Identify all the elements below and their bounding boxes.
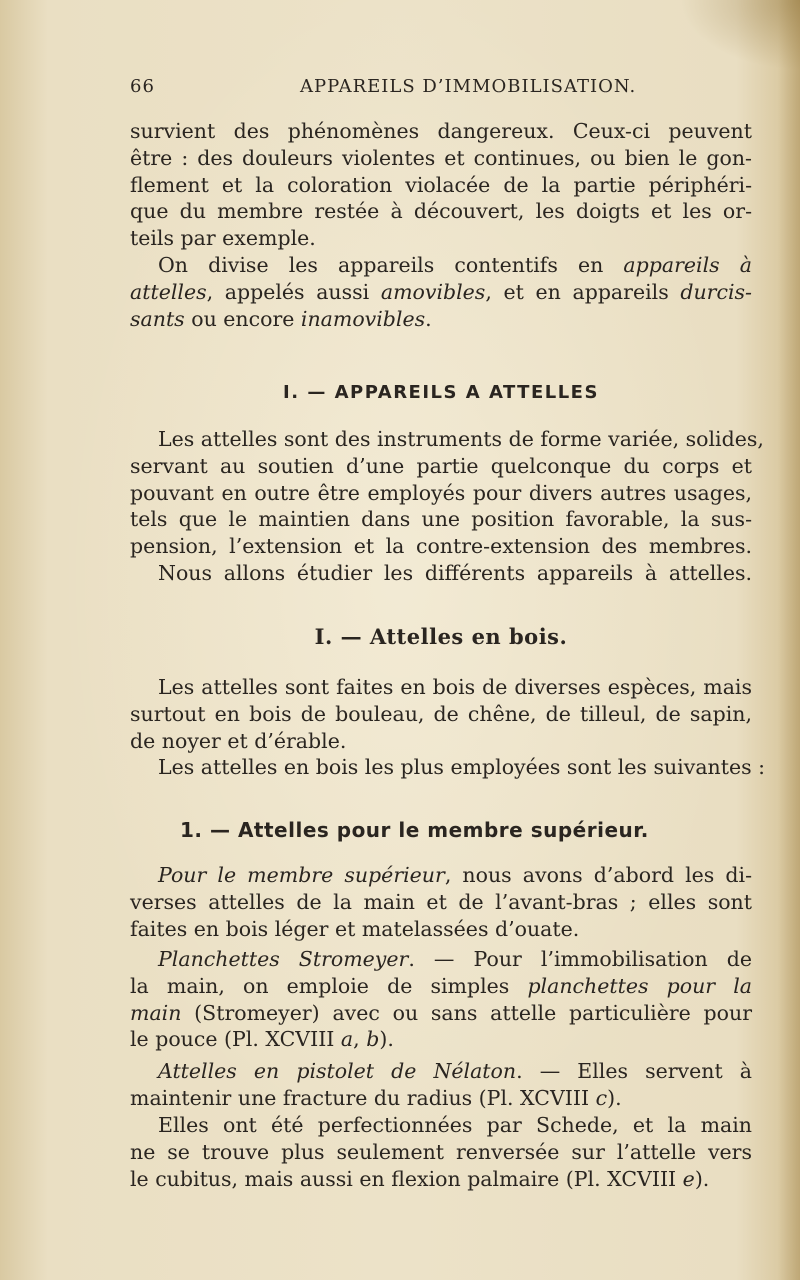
text-run: . — Pour l’immobilisation de <box>408 947 752 971</box>
paragraph-2 <box>130 252 752 332</box>
text-line: pouvant en outre être employés pour divers autres usages, <box>130 480 752 505</box>
text-line: de noyer et d’érable. <box>130 728 347 753</box>
italic-run: b <box>366 1027 380 1052</box>
paragraph-4 <box>130 674 766 781</box>
text-line <box>130 1026 752 1053</box>
text-line: Elles ont été perfectionnées par Schede, et la main <box>158 1113 752 1137</box>
italic-run: main <box>130 1000 182 1025</box>
text-run: . <box>425 306 432 331</box>
italic-run: planchettes pour la <box>527 973 752 998</box>
italic-run: Planchettes Stromeyer <box>158 947 409 971</box>
italic-run: durcis- <box>680 279 752 304</box>
paragraph-1 <box>130 118 752 252</box>
text-line: ne se trouve plus seulement renversée sur l’attelle vers <box>130 1139 752 1164</box>
text-line: pension, l’extension et la contre-extension des membres. <box>130 534 752 559</box>
text-line: Nous allons étudier les différents appareils à attelles. <box>158 560 752 585</box>
subsection-heading: I. — Attelles en bois. <box>314 624 568 649</box>
paper-stain <box>680 0 800 70</box>
italic-run: appareils à <box>623 253 753 277</box>
text-run: , et en appareils <box>485 279 681 304</box>
italic-run: Pour le membre supérieur <box>158 863 445 887</box>
text-line <box>130 946 752 973</box>
text-line <box>130 973 752 1000</box>
text-run: ). <box>694 1166 710 1191</box>
text-line <box>130 1058 752 1085</box>
text-line: faites en bois léger et matelassées d’ouate. <box>130 916 580 941</box>
text-run: On divise les appareils contentifs en <box>158 253 624 277</box>
italic-run: a <box>340 1027 354 1052</box>
italic-run: inamovibles <box>300 306 426 331</box>
page-number: 66 <box>130 76 155 97</box>
text-line: teils par exemple. <box>130 226 316 251</box>
text-line: verses attelles de la main et de l’avant-bras ; elles sont <box>130 889 752 914</box>
text-line: tels que le maintien dans une position favorable, la sus- <box>130 507 752 532</box>
page-edge-shadow <box>778 0 800 1280</box>
text-line: Les attelles en bois les plus employées sont les suivantes : <box>158 755 766 780</box>
text-line <box>130 279 752 306</box>
text-line <box>130 252 752 279</box>
text-run: (Stromeyer) avec ou sans attelle particulière pour <box>181 1000 752 1025</box>
paragraph-3 <box>130 426 764 587</box>
text-run: , appelés aussi <box>206 279 381 304</box>
text-line: servant au soutien d’une partie quelconque du corps et <box>130 453 752 478</box>
paragraph-7 <box>130 1058 752 1112</box>
page-header <box>130 76 752 102</box>
text-line <box>130 1166 752 1193</box>
text-run: ). <box>607 1085 622 1110</box>
text-line: surtout en bois de bouleau, de chêne, de tilleul, de sapin, <box>130 701 752 726</box>
text-line: survient des phénomènes dangereux. Ceux-ci peuvent <box>130 119 752 143</box>
paragraph-5 <box>130 862 752 942</box>
text-run: , <box>353 1027 367 1052</box>
italic-run: sants <box>130 306 185 331</box>
text-line: être : des douleurs violentes et continues, ou bien le gon- <box>130 145 752 170</box>
text-line: que du membre restée à découvert, les doigts et les or- <box>130 199 752 224</box>
text-run: , nous avons d’abord les di- <box>444 863 752 887</box>
text-line <box>130 306 752 333</box>
italic-run: Attelles en pistolet de Nélaton <box>158 1059 517 1083</box>
text-run: le pouce (Pl. XCVIII <box>130 1027 341 1052</box>
text-run: ou encore <box>184 306 301 331</box>
paragraph-8 <box>130 1112 752 1192</box>
italic-run: c <box>595 1085 608 1110</box>
italic-run: amovibles <box>380 279 486 304</box>
subsection-heading: 1. — Attelles pour le membre supérieur. <box>180 818 649 842</box>
text-line <box>130 1085 752 1112</box>
italic-run: attelles <box>130 279 207 304</box>
text-line: flement et la coloration violacée de la partie périphéri- <box>130 172 752 197</box>
italic-run: e <box>682 1166 695 1191</box>
text-line <box>130 862 752 889</box>
text-line: Les attelles sont des instruments de forme variée, solides, <box>158 427 764 451</box>
running-title: APPAREILS D’IMMOBILISATION. <box>300 76 637 97</box>
text-line: Les attelles sont faites en bois de diverses espèces, mais <box>158 675 752 699</box>
text-run: . — Elles servent à <box>516 1059 753 1083</box>
text-run: la main, on emploie de simples <box>130 973 528 998</box>
text-run: maintenir une fracture du radius (Pl. XCVIII <box>130 1085 596 1110</box>
text-run: ). <box>379 1027 394 1052</box>
section-heading: I. — APPAREILS A ATTELLES <box>283 382 599 403</box>
text-line <box>130 1000 752 1027</box>
text-run: le cubitus, mais aussi en flexion palmaire (Pl. XCVIII <box>130 1166 683 1191</box>
paragraph-6 <box>130 946 752 1053</box>
